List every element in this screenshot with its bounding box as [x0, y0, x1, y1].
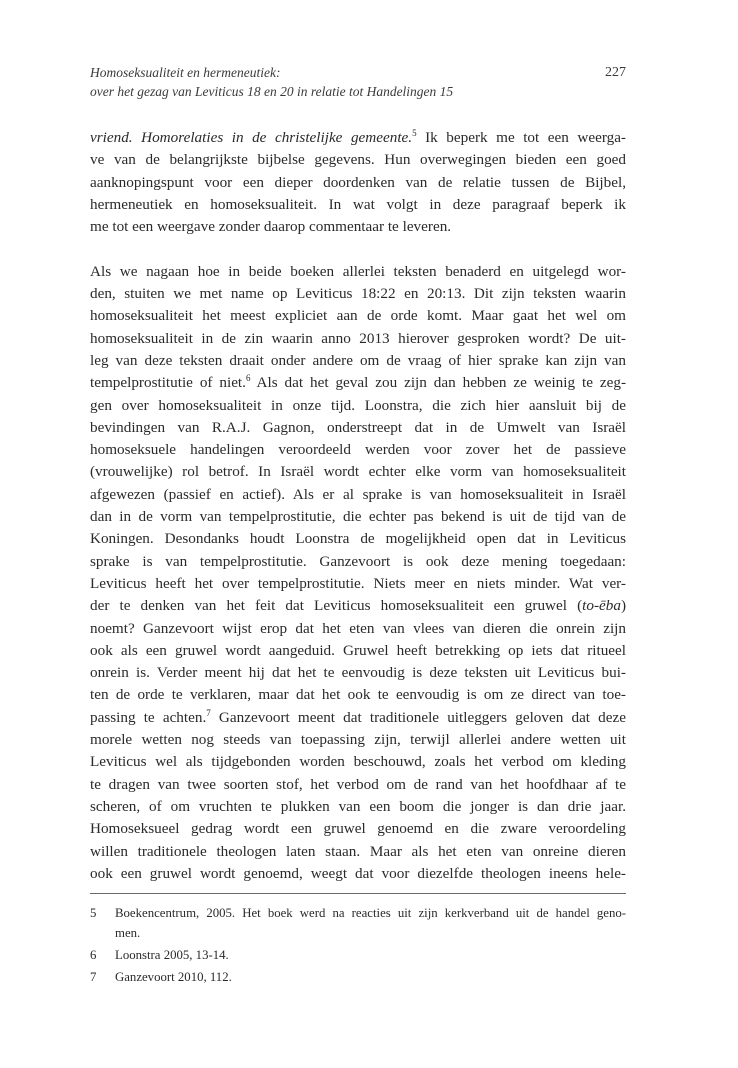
footnote-5 — [90, 903, 626, 943]
text-line: noemt? Ganzevoort wijst erop dat het eten van vlees van dieren die onrein zijn — [90, 619, 626, 637]
footnote-line: Boekencentrum, 2005. Het boek werd na reacties uit zijn kerkverband uit de handel geno- — [115, 906, 626, 920]
page-number: 227 — [605, 65, 626, 80]
book-title: vriend. Homorelaties in de christelijke gemeente. — [90, 129, 413, 146]
footnote-line: Ganzevoort 2010, 112. — [115, 970, 232, 984]
footnotes — [90, 903, 626, 987]
text-line — [90, 127, 626, 149]
footnote-number: 5 — [90, 906, 97, 920]
footnote-ref-7[interactable]: 7 — [206, 707, 211, 718]
text-line: Als we nagaan hoe in beide boeken allerlei teksten benaderd en uitgelegd wor- — [90, 262, 626, 280]
text-line: me tot een weergave zonder daarop commentaar te leveren. — [90, 218, 452, 236]
footnote-text — [115, 903, 626, 943]
text-line: ook een gruwel wordt genoemd, weegt dat voor diezelfde theologen ineens hele- — [90, 864, 626, 882]
footnote-line: men. — [115, 926, 141, 940]
text-line: morele wetten nog steeds van toepassing zijn, terwijl allerlei andere wetten uit — [90, 731, 626, 749]
text-line: dan in de vorm van tempelprostitutie, die echter pas bekend is uit de tijd van de — [90, 508, 626, 526]
footnote-number: 6 — [90, 948, 97, 962]
footnote-ref-5[interactable]: 5 — [412, 128, 417, 138]
paragraph-2 — [90, 261, 626, 885]
footnote-7 — [90, 967, 626, 987]
text-segment: ) — [620, 597, 626, 615]
running-head-line-2: over het gezag van Leviticus 18 en 20 in relatie tot Handelingen 15 — [90, 84, 454, 99]
text-segment: Ganzevoort meent dat traditionele uitleggers geloven dat deze — [210, 708, 626, 726]
footnote-6 — [90, 945, 626, 965]
text-segment: tempelprostitutie of niet. — [90, 374, 246, 392]
text-line: leg van deze teksten draait onder andere om de vraag of hier sprake kan zijn van — [90, 351, 626, 369]
paragraph-1 — [90, 127, 626, 238]
text-line — [90, 707, 626, 729]
footnote-text — [115, 967, 626, 987]
text-line — [90, 595, 626, 617]
paragraph-gap — [90, 238, 626, 260]
text-line — [90, 372, 626, 394]
footnote-divider — [90, 893, 626, 894]
text-line: (vrouwelijke) rol betrof. In Israël wordt echter elke vorm van homoseksualiteit — [90, 463, 626, 481]
text-line: aanknopingspunt voor een dieper doordenken van de relatie tussen de Bijbel, — [90, 173, 626, 191]
text-line: homoseksualiteit het meest expliciet aan de orde komt. Maar gaat het wel om — [90, 307, 626, 325]
text-segment: der te denken van het feit dat Leviticus homoseksualiteit een gruwel ( — [90, 597, 583, 615]
text-line: ve van de belangrijkste bijbelse gegevens. Hun overwegingen bieden een goed — [90, 151, 626, 169]
text-line: Homoseksueel gedrag wordt een gruwel genoemd en die zware veroordeling — [90, 820, 626, 838]
text-line: hermeneutiek en homoseksualiteit. In wat volgt in deze paragraaf beperk ik — [90, 195, 626, 213]
text-line: homoseksualiteit in de zin waarin anno 2013 hierover gesproken wordt? De uit- — [90, 329, 626, 347]
body-text — [90, 127, 626, 885]
text-segment: Als dat het geval zou zijn dan hebben ze weinig te zeg- — [250, 374, 626, 392]
text-line: bevindingen van R.A.J. Gagnon, onderstreept dat in de Umwelt van Israël — [90, 418, 626, 436]
text-line: te dragen van twee soorten stof, het verbod om de rand van het hoofdhaar af te — [90, 775, 626, 793]
text-line: gen over homoseksualiteit in onze tijd. Loonstra, die zich hier aansluit bij de — [90, 396, 626, 414]
hebrew-term: to-ēba — [582, 597, 621, 615]
text-line: Leviticus heeft het over tempelprostitutie. Niets meer en niets minder. Wat ver- — [90, 574, 626, 592]
text-line: afgewezen (passief en actief). Als er al sprake is van homoseksualiteit in Israël — [90, 485, 626, 503]
running-head — [90, 63, 626, 101]
text-line: scheren, of om vruchten te plukken van een boom die jonger is dan drie jaar. — [90, 797, 626, 815]
text-line: willen traditionele theologen laten staan. Maar als het eten van onreine dieren — [90, 842, 626, 860]
text-line: sprake is van tempelprostitutie. Ganzevoort is ook deze mening toegedaan: — [90, 552, 626, 570]
text-segment: Ik beperk me tot een weerga- — [416, 129, 626, 146]
running-head-line-1: Homoseksualiteit en hermeneutiek: — [90, 65, 281, 80]
text-line: den, stuiten we met name op Leviticus 18:22 en 20:13. Dit zijn teksten waarin — [90, 285, 626, 303]
text-line: Koningen. Desondanks houdt Loonstra de mogelijkheid open dat in Leviticus — [90, 530, 626, 548]
text-line: homoseksuele handelingen veroordeeld werden voor zover het de passieve — [90, 441, 626, 459]
text-line: ook als een gruwel wordt aangeduid. Gruwel heeft betrekking op iets dat ritueel — [90, 641, 626, 659]
text-segment: passing te achten. — [90, 708, 207, 726]
text-line: onrein is. Verder meent hij dat het te eenvoudig is deze teksten uit Leviticus bui- — [90, 664, 626, 682]
text-line: ten de orde te verklaren, maar dat het ook te eenvoudig is om ze direct van toe- — [90, 686, 626, 704]
text-line: Leviticus wel als tijdgebonden worden beschouwd, zoals het verbod om kleding — [90, 753, 626, 771]
footnote-ref-6[interactable]: 6 — [245, 373, 251, 384]
footnote-line: Loonstra 2005, 13-14. — [115, 948, 229, 962]
footnote-number: 7 — [90, 970, 97, 984]
footnote-text — [115, 945, 626, 965]
